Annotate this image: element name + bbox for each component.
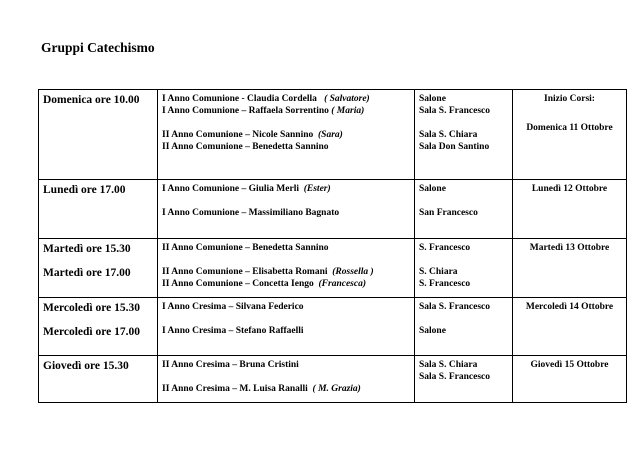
room-name: San Francesco [419,208,478,218]
rooms-cell [415,298,513,356]
rooms-cell [415,239,513,298]
catechist-name: (Sara) [318,130,343,140]
table-row [39,180,627,239]
catechist-name: ( Maria) [331,106,365,116]
start-date-cell [513,356,627,403]
day-time: Domenica ore 10.00 [43,94,140,106]
room-name: Sala S. Francesco [419,372,490,382]
start-date-cell [513,90,627,180]
room-name: Sala S. Chiara [419,130,478,140]
day-time: Lunedì ore 17.00 [43,184,126,196]
room-name: Salone [419,94,446,104]
room-name: Sala Don Santino [419,142,490,152]
day-time: Martedì ore 15.30 [43,243,131,255]
room-name: S. Francesco [419,243,471,253]
day-cell [39,298,158,356]
rooms-cell [415,356,513,403]
room-name: S. Francesco [419,279,471,289]
table-row [39,239,627,298]
day-time: Mercoledì ore 15.30 [43,302,140,314]
groups-cell [158,180,415,239]
start-date-cell [513,180,627,239]
group-line: I Anno Cresima – Silvana Federico [162,302,304,312]
group-line: II Anno Comunione – Elisabetta Romani (Rossella ) [162,267,374,277]
catechist-name: ( Salvatore) [324,94,370,104]
groups-cell [158,298,415,356]
start-label: Inizio Corsi: [544,94,595,104]
table-row [39,90,627,180]
day-time: Mercoledì ore 17.00 [43,326,140,338]
page-title: Gruppi Catechismo [41,40,155,55]
groups-cell [158,239,415,298]
room-name: S. Chiara [419,267,458,277]
catechist-name: (Rossella ) [332,267,374,277]
day-cell [39,90,158,180]
start-date: Martedì 13 Ottobre [529,243,610,253]
group-line: I Anno Comunione – Giulia Merli (Ester) [162,184,331,194]
group-line: I Anno Comunione – Massimiliano Bagnato [162,208,340,218]
catechist-name: (Francesca) [318,279,367,289]
table-row [39,356,627,403]
start-date: Lunedì 12 Ottobre [531,184,608,194]
day-cell [39,180,158,239]
catechist-name: (Ester) [303,184,331,194]
start-date: Mercoledì 14 Ottobre [525,302,614,312]
day-time: Martedì ore 17.00 [43,267,131,279]
rooms-cell [415,180,513,239]
group-line: II Anno Comunione – Concetta Iengo (Francesca) [162,279,367,289]
room-name: Salone [419,326,446,336]
day-cell [39,356,158,403]
room-name: Sala S. Francesco [419,302,490,312]
table-row [39,298,627,356]
catechist-name: ( M. Grazia) [312,384,361,394]
group-line: I Anno Cresima – Stefano Raffaelli [162,326,304,336]
group-line: I Anno Comunione - Claudia Cordella ( Salvatore) [162,94,370,104]
day-time: Giovedì ore 15.30 [43,360,129,372]
room-name: Sala S. Chiara [419,360,478,370]
start-date-cell [513,298,627,356]
rooms-cell [415,90,513,180]
group-line: II Anno Comunione – Benedetta Sannino [162,243,329,253]
start-date-cell [513,239,627,298]
group-line: II Anno Comunione – Benedetta Sannino [162,142,329,152]
group-line: I Anno Comunione – Raffaela Sorrentino ( Maria) [162,106,365,116]
groups-cell [158,356,415,403]
day-cell [39,239,158,298]
start-date: Giovedì 15 Ottobre [530,360,609,370]
group-line: II Anno Cresima – Bruna Cristini [162,360,299,370]
start-date: Domenica 11 Ottobre [526,123,613,133]
room-name: Sala S. Francesco [419,106,490,116]
room-name: Salone [419,184,446,194]
catechism-schedule-table [38,89,627,403]
group-line: II Anno Comunione – Nicole Sannino (Sara) [162,130,343,140]
group-line: II Anno Cresima – M. Luisa Ranalli ( M. Grazia) [162,384,361,394]
groups-cell [158,90,415,180]
